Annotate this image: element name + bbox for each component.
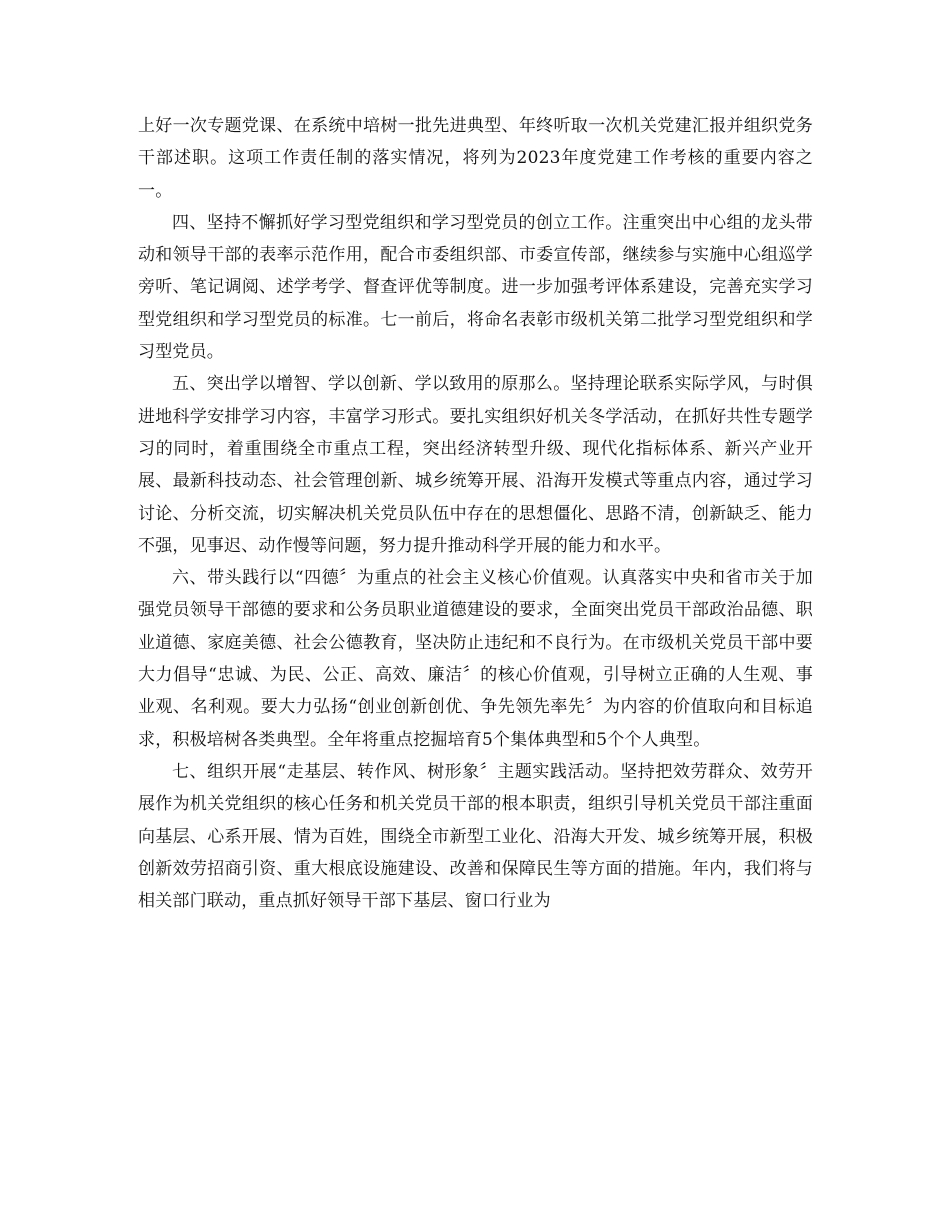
paragraph-item-6: 六、带头践行以“四德〞为重点的社会主义核心价值观。认真落实中央和省市关于加强党员领导干部德的要求和公务员职业道德建设的要求，全面突出党员干部政治品德、职业道德、家庭美德、社会公德教育，坚决防止违纪和不良行为。在市级机关党员干部中要大力倡导“忠诚、为民、公正、高效、廉洁〞的核心价值观，引导树立正确的人生观、事业观、名利观。要大力弘扬“创业创新创优、争先领先率先〞为内容的价值取向和目标追求，积极培树各类典型。全年将重点挖掘培育5个集体典型和5个个人典型。 <box>138 568 813 750</box>
document-body <box>138 110 813 917</box>
paragraph-item-7: 七、组织开展“走基层、转作风、树形象〞主题实践活动。坚持把效劳群众、效劳开展作为机关党组织的核心任务和机关党员干部的根本职责，组织引导机关党员干部注重面向基层、心系开展、情为百姓，围绕全市新型工业化、沿海大开发、城乡统筹开展，积极创新效劳招商引资、重大根底设施建设、改善和保障民生等方面的措施。年内，我们将与相关部门联动，重点抓好领导干部下基层、窗口行业为 <box>138 761 813 912</box>
paragraph-item-5: 五、突出学以增智、学以创新、学以致用的原那么。坚持理论联系实际学风，与时俱进地科学安排学习内容，丰富学习形式。要扎实组织好机关冬学活动，在抓好共性专题学习的同时，着重围绕全市重点工程，突出经济转型升级、现代化指标体系、新兴产业开展、最新科技动态、社会管理创新、城乡统筹开展、沿海开发模式等重点内容，通过学习讨论、分析交流，切实解决机关党员队伍中存在的思想僵化、思路不清，创新缺乏、能力不强，见事迟、动作慢等问题，努力提升推动科学开展的能力和水平。 <box>138 374 813 556</box>
paragraph-continuation: 上好一次专题党课、在系统中培树一批先进典型、年终听取一次机关党建汇报并组织党务干部述职。这项工作责任制的落实情况，将列为2023年度党建工作考核的重要内容之一。 <box>138 116 813 201</box>
paragraph-item-4: 四、坚持不懈抓好学习型党组织和学习型党员的创立工作。注重突出中心组的龙头带动和领导干部的表率示范作用，配合市委组织部、市委宣传部，继续参与实施中心组巡学旁听、笔记调阅、述学考学、督查评优等制度。进一步加强考评体系建设，完善充实学习型党组织和学习型党员的标准。七一前后，将命名表彰市级机关第二批学习型党组织和学习型党员。 <box>138 212 813 363</box>
